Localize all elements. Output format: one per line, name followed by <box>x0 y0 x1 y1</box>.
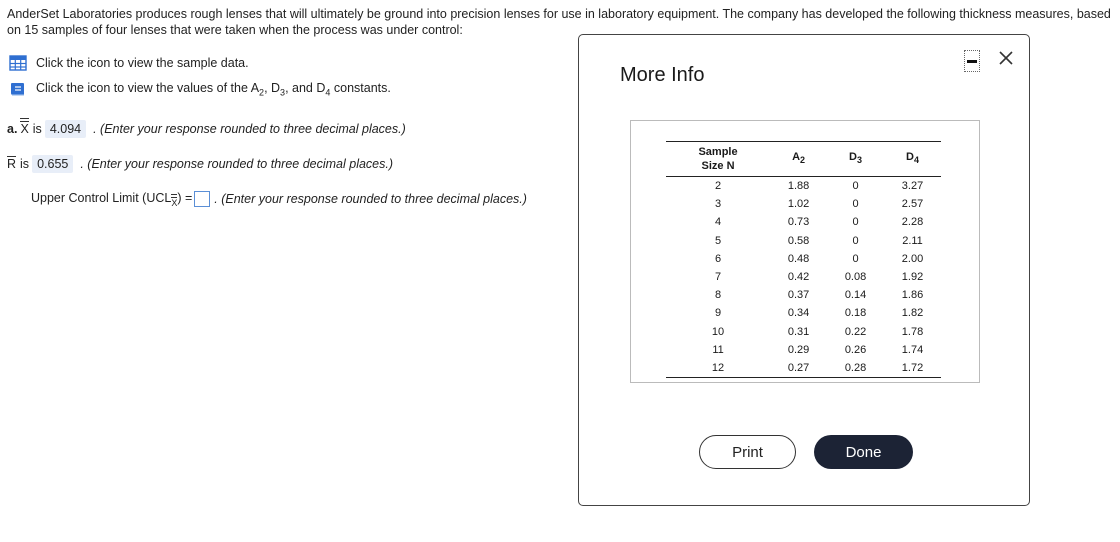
control-chart-constants-table <box>666 141 941 378</box>
rounding-hint: . (Enter your response rounded to three decimal places.) <box>214 192 527 207</box>
rounding-hint: . (Enter your response rounded to three decimal places.) <box>80 157 394 171</box>
table-row: 12 0.27 0.28 1.72 <box>666 359 941 378</box>
table-row: 4 0.73 0 2.28 <box>714 216 924 229</box>
ucl-row <box>31 191 527 208</box>
col-d4: $D_4$ <box>884 142 941 177</box>
table-row: 10 0.31 0.22 1.78 <box>711 325 924 338</box>
rounding-hint: . (Enter your response rounded to three decimal places.) <box>93 122 406 136</box>
constants-link[interactable] <box>9 81 391 98</box>
table-row: 9 0.34 0.18 1.82 <box>714 307 924 320</box>
part-a-label: a. <box>7 122 18 136</box>
table-row: 8 0.37 0.14 1.86 <box>714 289 924 302</box>
part-a-xbarbar <box>7 120 406 138</box>
dialog-title: More Info <box>620 64 705 86</box>
sample-data-link-text: Click the icon to view the sample data. <box>36 56 249 70</box>
ucl-input[interactable] <box>194 191 210 207</box>
done-button[interactable]: Done <box>814 435 913 469</box>
col-sample-size: Sample Size N <box>666 142 770 177</box>
xbarbar-answer[interactable]: 4.094 <box>45 120 86 138</box>
more-info-dialog <box>578 34 1030 506</box>
rbar-answer[interactable]: 0.655 <box>32 155 73 173</box>
book-icon[interactable] <box>9 81 27 97</box>
constants-table-panel <box>630 120 980 383</box>
ucl-label: Upper Control Limit $(UCL_X)$ = <box>31 191 193 208</box>
close-icon[interactable] <box>997 49 1015 67</box>
table-row: 5 0.58 0 2.11 <box>714 234 923 247</box>
table-row: 2 1.88 0 3.27 <box>714 180 924 193</box>
constants-link-text: Click the icon to view the values of the $A_2$, $D_3$, and $D_4$ constants. <box>36 81 391 98</box>
table-row: 7 0.42 0.08 1.92 <box>714 271 924 284</box>
x-double-bar-symbol: X <box>20 122 29 136</box>
table-row: 3 1.02 0 2.57 <box>714 198 924 211</box>
print-button[interactable]: Print <box>699 435 796 469</box>
r-bar-symbol: R <box>7 157 17 171</box>
problem-statement: AnderSet Laboratories produces rough lenses that will ultimately be ground into precision lenses for use in laboratory equipment. The company has developed the following thickness measures, based on 15 samples of four lenses that were taken when the process was under control: <box>7 7 1111 37</box>
col-a2: $A_2$ <box>770 142 827 177</box>
table-row: 11 0.29 0.26 1.74 <box>712 343 924 356</box>
minimize-icon[interactable] <box>964 50 980 72</box>
is-text: is <box>20 157 30 171</box>
table-body <box>666 177 941 378</box>
col-d3: $D_3$ <box>827 142 884 177</box>
table-row: 6 0.48 0 2.00 <box>714 252 924 265</box>
is-text: is <box>32 122 42 136</box>
sample-data-link[interactable] <box>9 55 249 71</box>
rbar-row <box>7 155 393 173</box>
grid-icon[interactable] <box>9 55 27 71</box>
